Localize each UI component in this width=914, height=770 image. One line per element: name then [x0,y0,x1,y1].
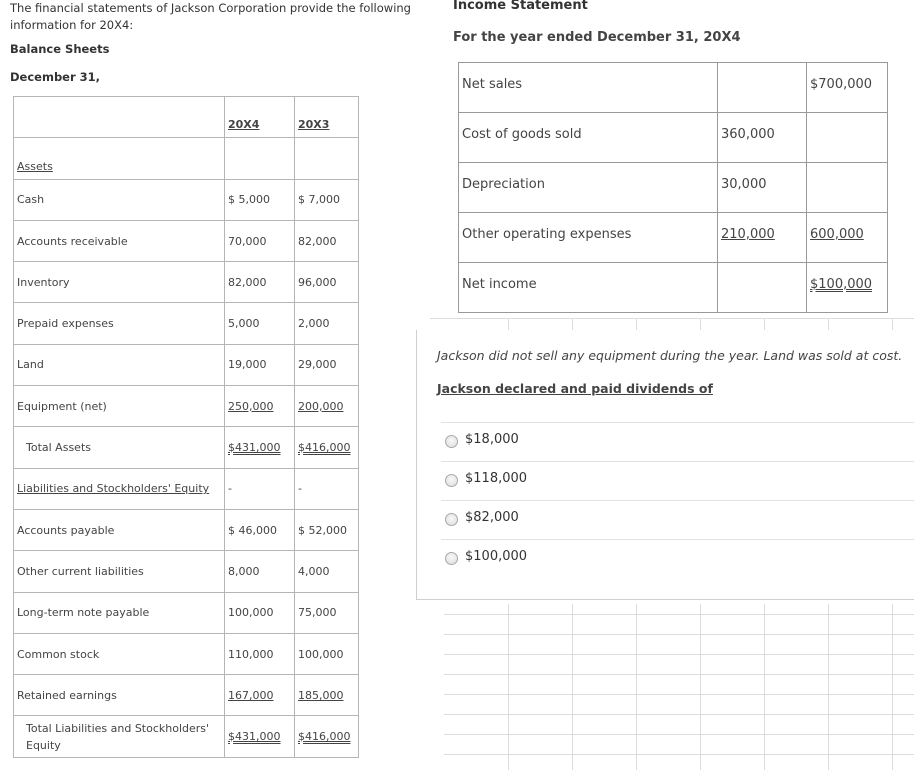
value-20x4 [225,675,295,716]
table-row [14,509,359,550]
row-label: Other current liabilities [14,551,225,592]
table-row [14,468,359,509]
total-liabilities-text: Total Liabilities and Stockholders' Equity [26,721,210,752]
value-20x3: 82,000 [295,220,359,261]
table-row [14,551,359,592]
value-col1: 360,000 [718,113,807,163]
value-20x3: $ 7,000 [295,179,359,220]
value-text: $431,000 [228,441,281,455]
value-text: $100,000 [810,277,873,292]
row-label: Equipment (net) [14,386,225,427]
value-text: 250,000 [228,399,274,413]
answer-option[interactable] [441,461,914,500]
table-row [459,213,888,263]
value-20x3: $ 52,000 [295,509,359,550]
value-col2 [807,113,888,163]
column-header-20x4 [225,97,295,138]
row-label: Other operating expenses [459,213,718,263]
answer-option-label[interactable]: $118,000 [465,471,528,486]
row-label: Accounts receivable [14,220,225,261]
value-text: 200,000 [298,399,344,413]
value-col1 [718,213,807,263]
column-header-label: 20X3 [298,118,330,132]
assets-heading [14,138,225,179]
income-statement-date: For the year ended December 31, 20X4 [453,30,741,45]
table-cell [14,97,225,138]
column-header-20x3 [295,97,359,138]
row-label: Depreciation [459,163,718,213]
row-label: Net income [459,263,718,313]
total-assets-label: Total Assets [14,427,225,468]
value-20x4: 5,000 [225,303,295,344]
question-note: Jackson did not sell any equipment during the year. Land was sold at cost. [437,348,903,363]
table-cell [225,138,295,179]
radio-button[interactable] [445,474,458,487]
radio-button[interactable] [445,552,458,565]
value-text: 167,000 [228,688,274,702]
value-20x4: 8,000 [225,551,295,592]
table-row [14,592,359,633]
table-row [14,303,359,344]
row-label: Cost of goods sold [459,113,718,163]
row-label: Common stock [14,633,225,674]
value-20x4: 82,000 [225,262,295,303]
value-20x3: 100,000 [295,633,359,674]
value-col1 [718,263,807,313]
assets-heading-label: Assets [17,159,53,173]
value-text: 185,000 [298,688,344,702]
table-row [14,386,359,427]
value-text: $416,000 [298,730,351,744]
value-20x4 [225,386,295,427]
radio-button[interactable] [445,435,458,448]
total-assets-20x4 [225,427,295,468]
answer-option-label[interactable]: $82,000 [465,510,519,525]
value-text: $431,000 [228,730,281,744]
value-col1 [718,63,807,113]
value-col2 [807,163,888,213]
value-20x4: - [225,468,295,509]
value-20x4: $ 46,000 [225,509,295,550]
balance-sheet-title: Balance Sheets [10,42,110,56]
column-header-label: 20X4 [228,118,260,132]
value-col2: $700,000 [807,63,888,113]
total-liabilities-20x3 [295,716,359,757]
row-label: Net sales [459,63,718,113]
value-20x3: 2,000 [295,303,359,344]
value-text: $416,000 [298,441,351,455]
value-text: 600,000 [810,227,864,242]
answer-option-label[interactable]: $18,000 [465,432,519,447]
row-label: Cash [14,179,225,220]
value-col1: 30,000 [718,163,807,213]
value-20x4: $ 5,000 [225,179,295,220]
table-row [14,344,359,385]
value-20x4: 19,000 [225,344,295,385]
table-row [14,427,359,468]
income-statement-table [458,62,888,313]
table-row [14,633,359,674]
question-text: Jackson declared and paid dividends of [437,381,713,396]
answer-option[interactable] [441,539,914,578]
value-col2 [807,213,888,263]
value-20x4: 70,000 [225,220,295,261]
value-20x3: 96,000 [295,262,359,303]
value-20x3 [295,386,359,427]
table-row [14,179,359,220]
table-row [459,163,888,213]
total-liabilities-20x4 [225,716,295,757]
balance-sheet-table [13,96,359,758]
value-20x3: - [295,468,359,509]
table-cell [295,138,359,179]
table-row [14,220,359,261]
value-20x4: 100,000 [225,592,295,633]
balance-sheet-date: December 31, [10,70,101,84]
value-col2 [807,263,888,313]
answer-option[interactable] [441,422,914,461]
table-row [14,97,359,138]
value-20x3 [295,675,359,716]
value-20x4: 110,000 [225,633,295,674]
liabilities-heading [14,468,225,509]
table-row [459,263,888,313]
row-label: Land [14,344,225,385]
value-20x3: 29,000 [295,344,359,385]
table-row [14,262,359,303]
value-20x3: 75,000 [295,592,359,633]
row-label: Long-term note payable [14,592,225,633]
income-statement-title: Income Statement [453,0,588,13]
row-label: Accounts payable [14,509,225,550]
table-row [14,138,359,179]
radio-button[interactable] [445,513,458,526]
value-text: 210,000 [721,227,775,242]
total-liabilities-label [14,716,225,757]
row-label: Retained earnings [14,675,225,716]
value-20x3: 4,000 [295,551,359,592]
total-assets-20x3 [295,427,359,468]
question-panel [416,330,914,600]
liabilities-heading-label: Liabilities and Stockholders' Equity [17,482,210,496]
table-row [459,113,888,163]
table-row [14,716,359,757]
row-label: Prepaid expenses [14,303,225,344]
problem-intro: The financial statements of Jackson Corporation provide the following information for 20X4: [10,1,411,32]
row-label: Inventory [14,262,225,303]
answer-option[interactable] [441,500,914,539]
table-row [14,675,359,716]
table-row [459,63,888,113]
answer-option-label[interactable]: $100,000 [465,549,528,564]
